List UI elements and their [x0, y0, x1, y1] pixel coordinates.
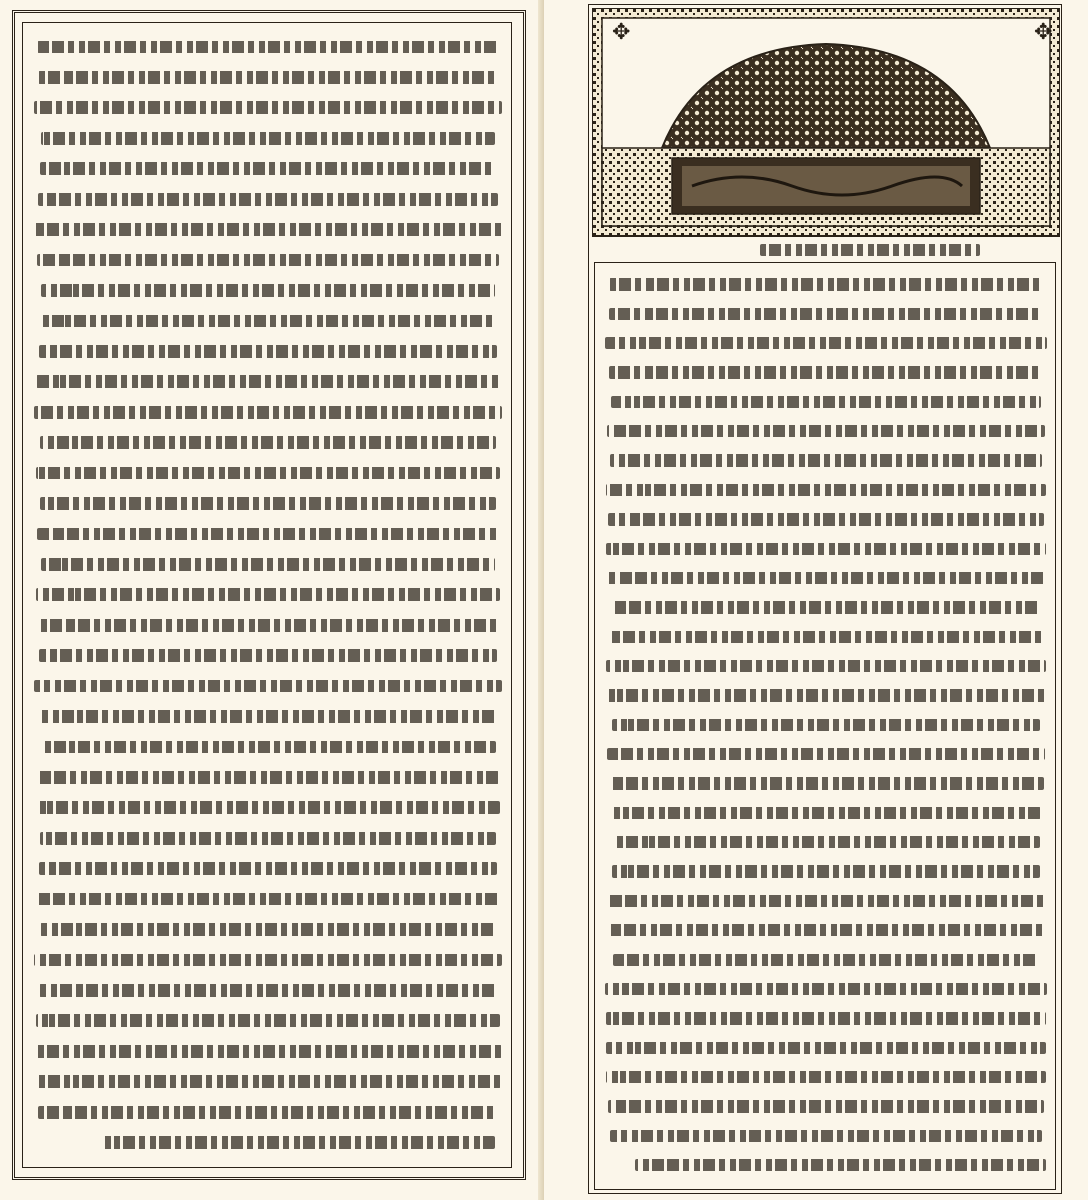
manuscript-text-line — [609, 308, 1044, 320]
corner-ornament-icon: ✥ — [1034, 20, 1053, 45]
manuscript-text-line — [607, 748, 1046, 760]
manuscript-text-line — [39, 345, 498, 358]
manuscript-text-line — [613, 954, 1039, 966]
manuscript-text-line — [40, 497, 497, 510]
manuscript-text-line — [608, 777, 1045, 789]
manuscript-text-line — [612, 865, 1041, 877]
manuscript-text-line — [39, 649, 498, 662]
manuscript-text-line — [611, 396, 1042, 408]
manuscript-text-line — [610, 1130, 1042, 1142]
illuminated-headpiece — [592, 8, 1060, 240]
manuscript-text-line — [41, 132, 495, 145]
manuscript-text-line — [36, 588, 500, 601]
manuscript-text-line — [38, 193, 498, 206]
manuscript-text-line — [606, 543, 1046, 555]
right-text-lines — [595, 263, 1055, 1189]
manuscript-text-line — [607, 572, 1046, 584]
manuscript-text-line — [613, 601, 1040, 613]
manuscript-text-line — [38, 1106, 497, 1119]
manuscript-text-line — [41, 558, 496, 571]
manuscript-text-line — [34, 406, 502, 419]
manuscript-text-line — [605, 337, 1047, 349]
manuscript-text-line — [608, 924, 1044, 936]
manuscript-text-line — [37, 528, 499, 541]
manuscript-text-line — [612, 836, 1040, 848]
manuscript-text-line — [40, 923, 495, 936]
manuscript-text-line — [612, 719, 1040, 731]
manuscript-text-line — [37, 771, 499, 784]
manuscript-text-line — [37, 254, 499, 267]
manuscript-text-line — [606, 1071, 1045, 1083]
manuscript-text-line — [101, 1136, 495, 1149]
manuscript-text-line — [40, 436, 495, 449]
manuscript-text-line — [35, 1075, 502, 1088]
manuscript-text-line — [34, 680, 501, 693]
manuscript-text-line — [606, 1012, 1046, 1024]
manuscript-text-line — [38, 71, 497, 84]
manuscript-text-line — [37, 41, 499, 54]
manuscript-text-line — [40, 741, 496, 754]
left-page-text-block — [22, 22, 512, 1168]
manuscript-text-line — [36, 1014, 499, 1027]
manuscript-text-line — [36, 375, 499, 388]
manuscript-text-line — [34, 954, 502, 967]
manuscript-text-line — [606, 484, 1045, 496]
manuscript-text-line — [611, 807, 1042, 819]
manuscript-text-line — [41, 315, 495, 328]
manuscript-text-line — [609, 278, 1043, 290]
manuscript-text-line — [36, 467, 501, 480]
manuscript-text-line — [606, 1042, 1046, 1054]
manuscript-text-line — [608, 1100, 1043, 1112]
manuscript-text-line — [605, 983, 1047, 995]
manuscript-text-line — [606, 689, 1046, 701]
left-text-lines — [23, 23, 511, 1167]
manuscript-text-line — [609, 631, 1044, 643]
manuscript-text-line — [635, 1159, 1046, 1171]
manuscript-text-line — [38, 619, 497, 632]
manuscript-text-line — [607, 425, 1045, 437]
manuscript-text-line — [37, 893, 498, 906]
manuscript-text-line — [39, 862, 498, 875]
manuscript-text-line — [607, 895, 1044, 907]
right-page-text-block — [594, 262, 1056, 1190]
manuscript-text-line — [34, 1045, 502, 1058]
manuscript-text-line — [34, 101, 503, 114]
manuscript-text-line — [41, 284, 495, 297]
manuscript-text-line — [610, 454, 1042, 466]
manuscript-text-line — [36, 801, 500, 814]
manuscript-text-line — [40, 832, 496, 845]
manuscript-text-line — [609, 366, 1043, 378]
manuscript-text-line — [40, 162, 495, 175]
manuscript-text-line — [608, 513, 1043, 525]
corner-ornament-icon: ✥ — [612, 20, 631, 45]
manuscript-text-line — [606, 660, 1047, 672]
basmala-line — [700, 238, 960, 260]
manuscript-text-line — [33, 223, 502, 236]
manuscript-text-line — [40, 710, 496, 723]
manuscript-text-line — [39, 984, 498, 997]
